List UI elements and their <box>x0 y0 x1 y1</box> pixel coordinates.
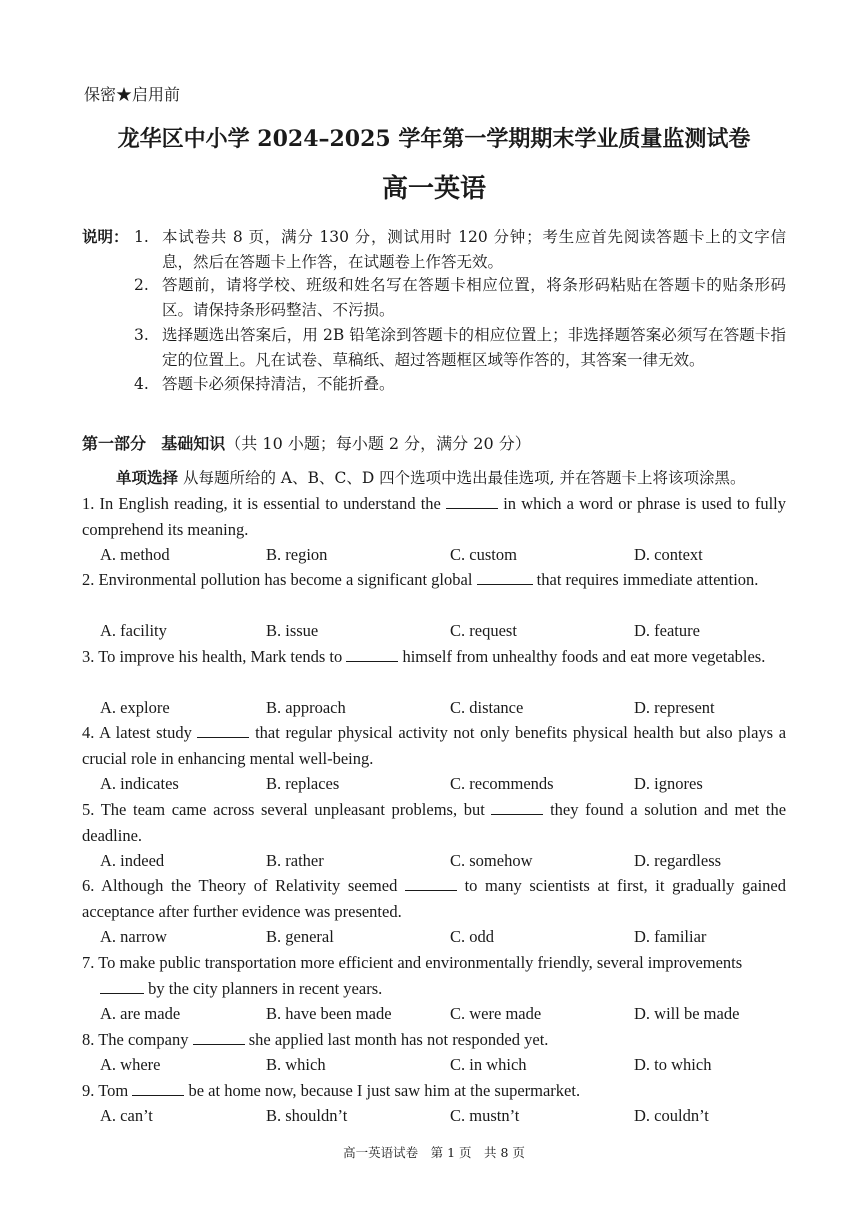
note-number: 4. <box>134 375 149 393</box>
answer-blank <box>193 1029 245 1045</box>
option-d: D. context <box>634 545 703 564</box>
question-stem <box>82 567 786 593</box>
option-b: B. shouldn’t <box>266 1106 348 1125</box>
option-a: A. narrow <box>100 927 167 946</box>
answer-blank <box>197 722 249 738</box>
note-text: 答题前，请将学校、班级和姓名写在答题卡相应位置，将条形码粘贴在答题卡的贴条形码区。请保持条形码整洁、不污损。 <box>162 276 786 319</box>
question-text-before: The company <box>98 1030 189 1049</box>
answer-blank <box>446 493 498 509</box>
question-text-before: To make public transportation more efficient and environmentally friendly, several improvements <box>98 953 743 972</box>
question-stem <box>82 1027 786 1053</box>
option-row <box>100 924 790 950</box>
question-text-after: she applied last month has not responded yet. <box>248 1030 549 1049</box>
section-part: 第一部分 <box>82 434 147 453</box>
note-text: 本试卷共 8 页，满分 130 分，测试用时 120 分钟；考生应首先阅读答题卡上的文字信息，然后在答题卡上作答，在试题卷上作答无效。 <box>162 228 786 271</box>
option-d: D. ignores <box>634 774 703 793</box>
option-b: B. replaces <box>266 774 340 793</box>
option-c: C. were made <box>450 1004 542 1023</box>
exam-subject: 高一英语 <box>381 174 486 204</box>
option-a: A. explore <box>100 698 170 717</box>
option-c: C. mustn’t <box>450 1106 520 1125</box>
option-row <box>100 771 790 797</box>
note-number: 2. <box>134 276 149 294</box>
option-b: B. which <box>266 1055 326 1074</box>
page-footer: 高一英语试卷 第 1 页 共 8 页 <box>343 1145 525 1160</box>
question-text-after: to many scientists at first, it gradually gained acceptance after further evidence was presented. <box>82 876 787 921</box>
question-stem <box>82 491 786 542</box>
note-number: 1. <box>134 228 149 246</box>
option-c: C. odd <box>450 927 495 946</box>
option-row <box>100 618 790 644</box>
question-number: 7. <box>82 953 95 972</box>
question-stem <box>82 644 786 670</box>
confidential-label: 保密★启用前 <box>84 85 181 104</box>
note-text: 答题卡必须保持清洁，不能折叠。 <box>162 375 395 393</box>
question-text-after: himself from unhealthy foods and eat more vegetables. <box>402 647 766 666</box>
option-d: D. regardless <box>634 851 722 870</box>
option-b: B. issue <box>266 621 319 640</box>
section-heading <box>82 432 531 456</box>
option-a: A. method <box>100 545 170 564</box>
option-a: A. can’t <box>100 1106 153 1125</box>
question-text-before: To improve his health, Mark tends to <box>98 647 343 666</box>
question-stem <box>82 720 786 771</box>
option-d: D. couldn’t <box>634 1106 709 1125</box>
option-c: C. request <box>450 621 517 640</box>
option-b: B. region <box>266 545 328 564</box>
option-a: A. where <box>100 1055 161 1074</box>
question-number: 6. <box>82 876 95 895</box>
notes-label: 说明： <box>82 227 129 246</box>
option-c: C. somehow <box>450 851 533 870</box>
option-a: A. facility <box>100 621 167 640</box>
option-d: D. will be made <box>634 1004 740 1023</box>
question-text-before: In English reading, it is essential to understand the <box>99 494 441 513</box>
question-text-after: that regular physical activity not only benefits physical health but also plays a crucial role in enhancing mental well-being. <box>82 723 787 768</box>
option-a: A. are made <box>100 1004 181 1023</box>
option-a: A. indicates <box>100 774 179 793</box>
option-d: D. to which <box>634 1055 712 1074</box>
option-row <box>100 1001 790 1027</box>
option-row <box>100 848 790 874</box>
question-text-after: by the city planners in recent years. <box>148 978 383 998</box>
question-stem <box>82 1078 786 1104</box>
question-number: 3. <box>82 647 95 666</box>
question-text-before: Tom <box>98 1081 129 1100</box>
note-number: 3. <box>134 326 149 344</box>
question-number: 4. <box>82 723 95 742</box>
question-stem <box>82 873 786 924</box>
option-b: B. have been made <box>266 1004 392 1023</box>
section-detail: （共 10 小题；每小题 2 分，满分 20 分） <box>225 434 531 453</box>
option-row <box>100 542 790 568</box>
question-number: 5. <box>82 800 95 819</box>
option-row <box>100 1103 790 1129</box>
note-text: 选择题选出答案后，用 2B 铅笔涂到答题卡的相应位置上；非选择题答案必须写在答题卡指定的位置上。凡在试卷、草稿纸、超过答题框区域等作答的，其答案一律无效。 <box>162 326 786 369</box>
option-b: B. approach <box>266 698 346 717</box>
option-b: B. rather <box>266 851 324 870</box>
question-stem <box>82 797 786 848</box>
option-d: D. feature <box>634 621 700 640</box>
instruction-label: 单项选择 <box>116 468 179 487</box>
question-text-after: be at home now, because I just saw him at the supermarket. <box>188 1081 581 1100</box>
option-c: C. custom <box>450 545 517 564</box>
option-d: D. represent <box>634 698 715 717</box>
answer-blank <box>100 978 144 994</box>
option-row <box>100 1052 790 1078</box>
question-text-before: The team came across several unpleasant problems, but <box>100 800 485 819</box>
question-number: 9. <box>82 1081 95 1100</box>
answer-blank <box>491 799 543 815</box>
option-a: A. indeed <box>100 851 165 870</box>
option-c: C. recommends <box>450 774 554 793</box>
instruction <box>116 466 746 490</box>
section-name: 基础知识 <box>161 434 226 453</box>
answer-blank <box>405 875 457 891</box>
option-c: C. distance <box>450 698 524 717</box>
question-text-before: A latest study <box>99 723 192 742</box>
question-text-before: Although the Theory of Relativity seemed <box>101 876 398 895</box>
question-number: 1. <box>82 494 95 513</box>
option-b: B. general <box>266 927 334 946</box>
answer-blank <box>132 1080 184 1096</box>
option-d: D. familiar <box>634 927 707 946</box>
option-row <box>100 695 790 721</box>
option-c: C. in which <box>450 1055 527 1074</box>
question-text-after: they found a solution and met the deadline. <box>82 800 787 845</box>
answer-blank <box>346 646 398 662</box>
answer-blank <box>477 569 533 585</box>
question-text-after: that requires immediate attention. <box>536 570 759 589</box>
question-number: 8. <box>82 1030 95 1049</box>
exam-title: 龙华区中小学 2024–2025 学年第一学期期末学业质量监测试卷 <box>117 126 751 152</box>
question-stem <box>82 950 786 1001</box>
question-number: 2. <box>82 570 95 589</box>
question-text-after: in which a word or phrase is used to fully comprehend its meaning. <box>82 494 787 539</box>
instruction-text: 从每题所给的 A、B、C、D 四个选项中选出最佳选项, 并在答题卡上将该项涂黑。 <box>182 469 746 487</box>
question-text-before: Environmental pollution has become a significant global <box>98 570 473 589</box>
